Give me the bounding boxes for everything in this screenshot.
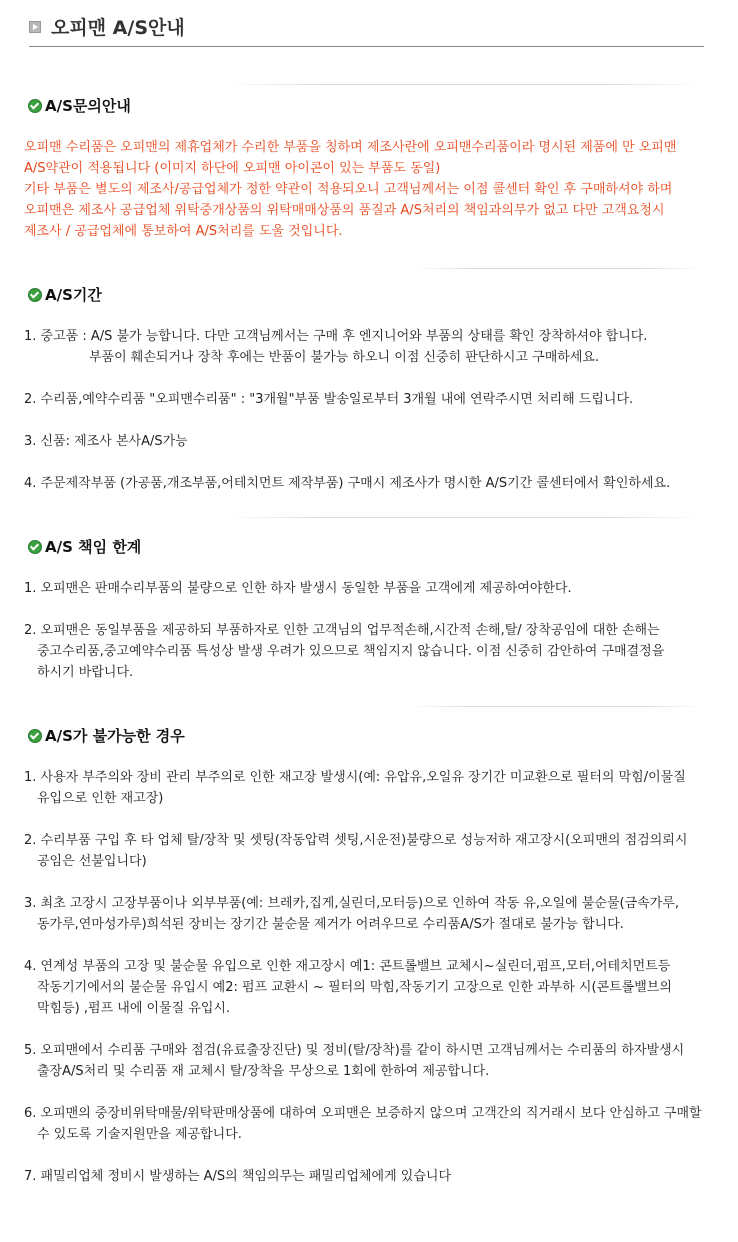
impossible-line: 유입으로 인한 재고장) — [37, 791, 164, 806]
period-line: 부품이 훼손되거나 장착 후에는 반품이 불가능 하오니 이점 신중히 판단하시고 구매하세요. — [89, 350, 600, 365]
impossible-line: 작동기기에서의 불순물 유입시 예2: 펌프 교환시 ~ 필터의 막힘,작동기기 고장으로 인한 과부하 시(콘트롤밸브의 — [37, 980, 672, 995]
header-bullet-icon — [29, 21, 41, 33]
section-title-period: A/S기간 — [28, 285, 102, 305]
impossible-line: 막힘등) ,펌프 내에 이물질 유입시. — [37, 1001, 231, 1016]
period-line: 4. 주문제작부품 (가공품,개조부품,어테치먼트 제작부품) 구매시 제조사가 명시한 A/S기간 콜센터에서 확인하세요. — [24, 476, 671, 491]
check-circle-icon — [28, 729, 42, 743]
section-divider — [412, 706, 702, 707]
period-line: 2. 수리품,예약수리품 "오피맨수리품" : "3개월"부품 발송일로부터 3개월 내에 연락주시면 처리해 드립니다. — [24, 392, 634, 407]
impossible-line: 7. 패밀리업체 정비시 발생하는 A/S의 책임의무는 패밀리업체에게 있습니다 — [24, 1169, 452, 1184]
check-circle-icon — [28, 288, 42, 302]
section-divider — [412, 268, 702, 269]
impossible-line: 4. 연계성 부품의 고장 및 불순물 유입으로 인한 재고장시 예1: 콘트롤밸브 교체시~실린더,펌프,모터,어테치먼트등 — [24, 959, 671, 974]
section-divider — [226, 517, 702, 518]
inquiry-line: 오피맨 수리품은 오피맨의 제휴업체가 수리한 부품을 칭하며 제조사란에 오피맨수리품이라 명시된 제품에 만 오피맨 — [24, 140, 677, 155]
section-title-impossible: A/S가 불가능한 경우 — [28, 726, 185, 746]
page-header — [29, 14, 704, 47]
page-title: 오피맨 A/S안내 — [51, 17, 185, 39]
period-line: 3. 신품: 제조사 본사A/S가능 — [24, 434, 188, 449]
impossible-line: 3. 최초 고장시 고장부품이나 외부부품(예: 브레카,집게,실린더,모터등)으로 인하여 작동 유,오일에 불순물(금속가루, — [24, 896, 679, 911]
impossible-line: 6. 오피맨의 중장비위탁매물/위탁판매상품에 대하여 오피맨은 보증하지 않으며 고객간의 직거래시 보다 안심하고 구매할 — [24, 1106, 702, 1121]
liability-line: 하시기 바랍니다. — [37, 665, 134, 680]
inquiry-line: 오피맨은 제조사 공급업체 위탁중개상품의 위탁매매상품의 품질과 A/S처리의 책임과의무가 없고 다만 고객요청시 — [24, 203, 665, 218]
impossible-line: 수 있도록 기술지원만을 제공합니다. — [37, 1127, 242, 1142]
section-divider — [225, 84, 703, 85]
section-title-liability: A/S 책임 한계 — [28, 537, 141, 557]
section-title-inquiry: A/S문의안내 — [28, 96, 131, 116]
liability-line: 2. 오피맨은 동일부품을 제공하되 부품하자로 인한 고객님의 업무적손해,시간적 손해,탈/ 장착공임에 대한 손해는 — [24, 623, 660, 638]
impossible-line: 동가루,연마성가루)희석된 장비는 장기간 불순물 제거가 어려우므로 수리품A/S가 절대로 불가능 합니다. — [37, 917, 624, 932]
impossible-line: 2. 수리부품 구입 후 타 업체 탈/장착 및 셋팅(작동압력 셋팅,시운전)불량으로 성능저하 재고장시(오피맨의 점검의뢰시 — [24, 833, 688, 848]
impossible-line: 출장A/S처리 및 수리품 재 교체시 탈/장착을 무상으로 1회에 한하여 제공합니다. — [37, 1064, 490, 1079]
liability-line: 중고수리품,중고예약수리품 특성상 발생 우려가 있으므로 책임지지 않습니다. 이점 신중히 감안하여 구매결정을 — [37, 644, 665, 659]
impossible-line: 공임은 선불입니다) — [37, 854, 147, 869]
period-line: 1. 중고품 : A/S 불가 능합니다. 다만 고객님께서는 구매 후 엔지니어와 부품의 상태를 확인 장착하셔야 합니다. — [24, 329, 648, 344]
inquiry-line: 제조사 / 공급업체에 통보하여 A/S처리를 도울 것입니다. — [24, 224, 343, 239]
impossible-line: 5. 오피맨에서 수리품 구매와 점검(유료출장진단) 및 정비(탈/장착)를 같이 하시면 고객님께서는 수리품의 하자발생시 — [24, 1043, 685, 1058]
inquiry-line: 기타 부품은 별도의 제조사/공급업체가 정한 약관이 적용되오니 고객님께서는 이점 콜센터 확인 후 구매하셔야 하며 — [24, 182, 673, 197]
impossible-line: 1. 사용자 부주의와 장비 관리 부주의로 인한 재고장 발생시(예: 유압유,오일유 장기간 미교환으로 필터의 막힘/이물질 — [24, 770, 686, 785]
check-circle-icon — [28, 99, 42, 113]
inquiry-line: A/S약관이 적용됩니다 (이미지 하단에 오피맨 아이콘이 있는 부품도 동일) — [24, 161, 441, 176]
liability-line: 1. 오피맨은 판매수리부품의 불량으로 인한 하자 발생시 동일한 부품을 고객에게 제공하여야한다. — [24, 581, 572, 596]
check-circle-icon — [28, 540, 42, 554]
